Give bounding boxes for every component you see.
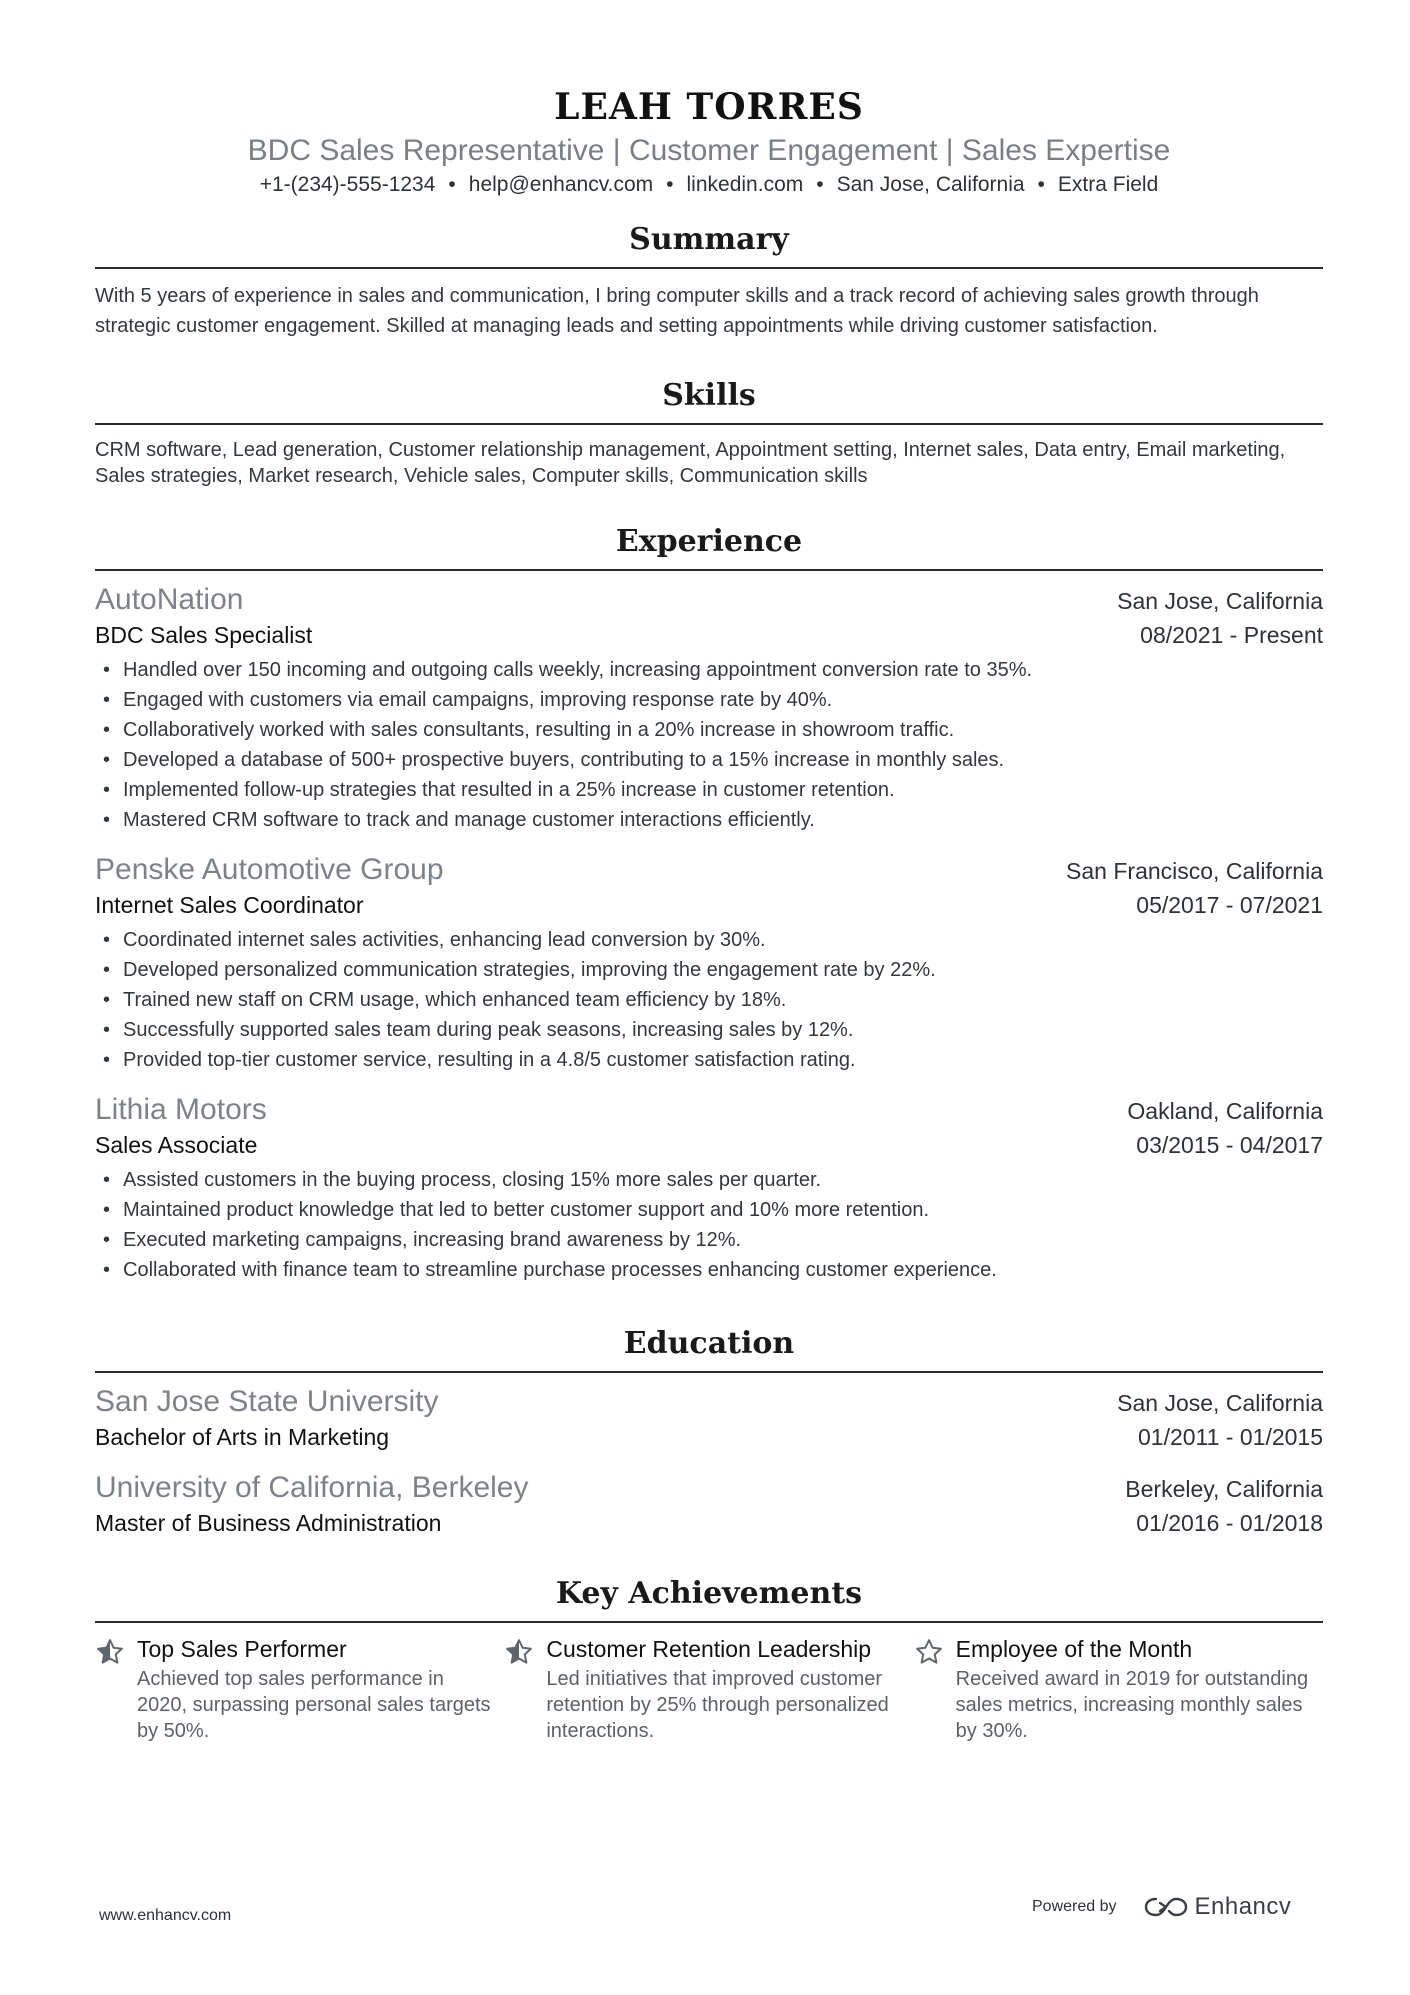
list-item: • Handled over 150 incoming and outgoing calls weekly, increasing appointment conversion rate to 35%. <box>95 655 1323 685</box>
section-divider <box>95 1621 1323 1623</box>
contact-location: San Jose, California <box>836 173 1025 196</box>
separator-dot: • <box>448 173 456 196</box>
powered-by-label: Powered by <box>1032 1898 1117 1915</box>
achievement-description: Achieved top sales performance in 2020, surpassing personal sales targets by 50%. <box>137 1668 491 1742</box>
section-divider <box>95 1371 1323 1373</box>
job-title: Internet Sales Coordinator <box>95 892 364 918</box>
job-bullets <box>95 925 1323 1075</box>
contact-phone: +1-(234)-555-1234 <box>259 173 436 196</box>
list-item: • Maintained product knowledge that led to better customer support and 10% more retention. <box>95 1195 1323 1225</box>
education-entry <box>95 1469 1323 1539</box>
contact-email[interactable]: help@enhancv.com <box>468 173 654 196</box>
section-title-education: Education <box>623 1326 795 1361</box>
section-divider <box>95 423 1323 425</box>
list-item: • Collaboratively worked with sales consultants, resulting in a 20% increase in showroom traffic. <box>95 715 1323 745</box>
list-item: • Developed personalized communication strategies, improving the engagement rate by 22%. <box>95 955 1323 985</box>
job-title: Sales Associate <box>95 1132 258 1158</box>
job-dates: 08/2021 - Present <box>1140 622 1323 648</box>
company-name: Lithia Motors <box>95 1093 267 1126</box>
job-bullets <box>95 655 1323 835</box>
candidate-name: LEAH TORRES <box>554 86 864 128</box>
contact-linkedin[interactable]: linkedin.com <box>686 173 804 196</box>
company-name: Penske Automotive Group <box>95 853 444 886</box>
enhancv-logo-icon <box>1143 1894 1189 1920</box>
list-item: • Successfully supported sales team during peak seasons, increasing sales by 12%. <box>95 1015 1323 1045</box>
achievement-item <box>504 1635 913 1744</box>
list-item: • Collaborated with finance team to streamline purchase processes enhancing customer experience. <box>95 1255 1323 1285</box>
summary-section <box>95 221 1323 341</box>
list-item: • Implemented follow-up strategies that resulted in a 25% increase in customer retention. <box>95 775 1323 805</box>
job-location: Oakland, California <box>1127 1098 1323 1124</box>
achievement-title: Top Sales Performer <box>137 1636 347 1662</box>
achievement-item <box>95 1635 504 1744</box>
list-item: • Provided top-tier customer service, resulting in a 4.8/5 customer satisfaction rating. <box>95 1045 1323 1075</box>
enhancv-brand-name: Enhancv <box>1194 1893 1292 1920</box>
section-title-skills: Skills <box>662 378 756 413</box>
skills-text: CRM software, Lead generation, Customer relationship management, Appointment setting, Internet sales, Data entry, Email marketing, Sales strategies, Market research, Vehicle sales, Computer skills, Communication skills <box>95 439 1286 487</box>
headline: BDC Sales Representative | Customer Engagement | Sales Expertise <box>247 134 1171 167</box>
school-location: San Jose, California <box>1117 1390 1323 1416</box>
job-dates: 03/2015 - 04/2017 <box>1136 1132 1323 1158</box>
experience-entry <box>95 581 1323 835</box>
section-divider <box>95 569 1323 571</box>
school-name: University of California, Berkeley <box>95 1471 529 1504</box>
separator-dot: • <box>1037 173 1045 196</box>
list-item: • Mastered CRM software to track and manage customer interactions efficiently. <box>95 805 1323 835</box>
achievement-description: Led initiatives that improved customer retention by 25% through personalized interactions. <box>546 1668 889 1742</box>
job-dates: 05/2017 - 07/2021 <box>1136 892 1323 918</box>
list-item: • Trained new staff on CRM usage, which enhanced team efficiency by 18%. <box>95 985 1323 1015</box>
list-item: • Developed a database of 500+ prospective buyers, contributing to a 15% increase in monthly sales. <box>95 745 1323 775</box>
separator-dot: • <box>816 173 824 196</box>
experience-entry <box>95 1091 1323 1285</box>
job-location: San Jose, California <box>1117 588 1323 614</box>
achievement-description: Received award in 2019 for outstanding sales metrics, increasing monthly sales by 30%. <box>955 1668 1309 1742</box>
job-location: San Francisco, California <box>1066 858 1323 884</box>
achievement-title: Customer Retention Leadership <box>546 1636 872 1662</box>
contact-line <box>95 171 1323 199</box>
section-title-experience: Experience <box>615 524 803 559</box>
star-outline-icon <box>914 1635 956 1744</box>
footer-branding[interactable] <box>1032 1893 1291 1921</box>
company-name: AutoNation <box>95 583 244 616</box>
enhancv-logo <box>1143 1893 1292 1921</box>
degree: Master of Business Administration <box>95 1510 442 1536</box>
education-dates: 01/2016 - 01/2018 <box>1136 1510 1323 1536</box>
separator-dot: • <box>666 173 674 196</box>
list-item: • Coordinated internet sales activities, enhancing lead conversion by 30%. <box>95 925 1323 955</box>
contact-extra: Extra Field <box>1057 173 1159 196</box>
education-entry <box>95 1383 1323 1453</box>
skills-section <box>95 377 1323 489</box>
list-item: • Assisted customers in the buying process, closing 15% more sales per quarter. <box>95 1165 1323 1195</box>
summary-text: With 5 years of experience in sales and communication, I bring computer skills and a track record of achieving sales growth through strategic customer engagement. Skilled at managing leads and setting appointments while driving customer satisfaction. <box>95 285 1259 337</box>
star-half-filled-icon <box>504 1635 546 1744</box>
achievement-title: Employee of the Month <box>955 1636 1193 1662</box>
section-title-achievements: Key Achievements <box>555 1576 863 1611</box>
achievement-item <box>914 1635 1323 1744</box>
footer-website[interactable]: www.enhancv.com <box>99 1907 232 1924</box>
list-item: • Engaged with customers via email campaigns, improving response rate by 40%. <box>95 685 1323 715</box>
experience-section <box>95 523 1323 1285</box>
section-divider <box>95 267 1323 269</box>
school-location: Berkeley, California <box>1125 1476 1323 1502</box>
experience-entry <box>95 851 1323 1075</box>
job-title: BDC Sales Specialist <box>95 622 313 648</box>
education-dates: 01/2011 - 01/2015 <box>1137 1424 1323 1450</box>
job-bullets <box>95 1165 1323 1285</box>
resume-page <box>95 85 1323 1744</box>
list-item: • Executed marketing campaigns, increasing brand awareness by 12%. <box>95 1225 1323 1255</box>
school-name: San Jose State University <box>95 1385 439 1418</box>
star-half-filled-icon <box>95 1635 137 1744</box>
section-title-summary: Summary <box>629 222 789 257</box>
education-section <box>95 1325 1323 1539</box>
degree: Bachelor of Arts in Marketing <box>95 1424 390 1450</box>
achievements-section <box>95 1575 1323 1744</box>
